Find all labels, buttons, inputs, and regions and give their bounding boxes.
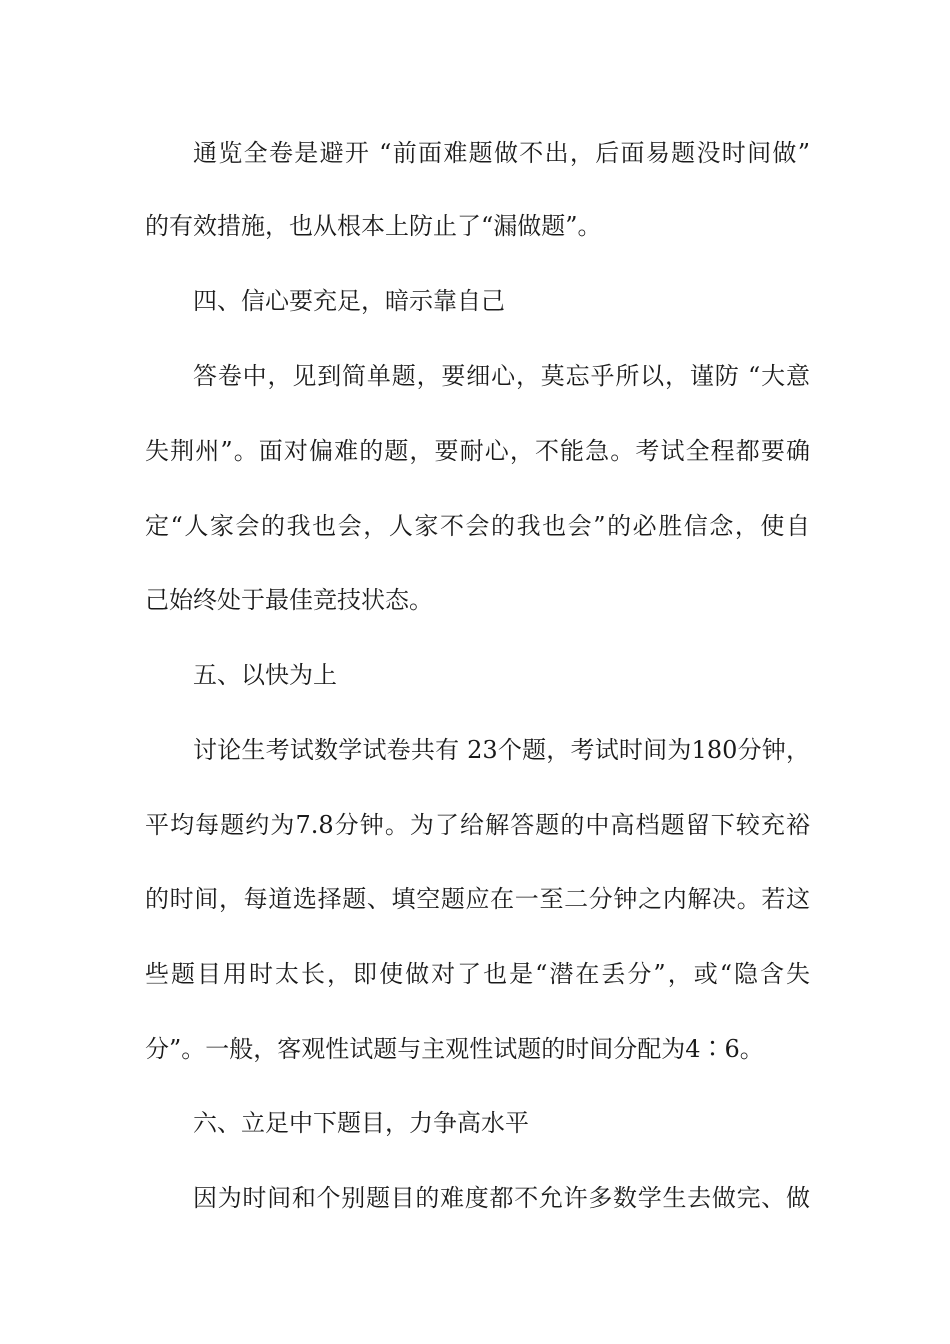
paragraph-line: 讨论生考试数学试卷共有 23个题，考试时间为180分钟， (193, 736, 810, 764)
paragraph-line: 失荆州”。面对偏难的题，要耐心，不能急。考试全程都要确 (145, 437, 810, 465)
section-heading: 五、以快为上 (193, 661, 337, 689)
paragraph-line: 平均每题约为7.8分钟。为了给解答题的中高档题留下较充裕 (145, 811, 810, 839)
paragraph-line: 因为时间和个别题目的难度都不允许多数学生去做完、做 (193, 1184, 810, 1212)
paragraph-line: 些题目用时太长，即使做对了也是“潜在丢分”，或“隐含失 (145, 960, 810, 988)
section-heading: 六、立足中下题目，力争高水平 (193, 1109, 529, 1137)
paragraph-line: 的有效措施，也从根本上防止了“漏做题”。 (145, 212, 602, 240)
paragraph-line: 的时间，每道选择题、填空题应在一至二分钟之内解决。若这 (145, 885, 810, 913)
paragraph-line: 答卷中，见到简单题，要细心，莫忘乎所以，谨防 “大意 (193, 362, 810, 390)
paragraph-line: 定“人家会的我也会，人家不会的我也会”的必胜信念，使自 (145, 512, 810, 540)
paragraph-line: 分”。一般，客观性试题与主观性试题的时间分配为4∶6。 (145, 1035, 764, 1063)
paragraph-line: 通览全卷是避开 “前面难题做不出，后面易题没时间做” (193, 139, 810, 167)
paragraph-line: 己始终处于最佳竞技状态。 (145, 586, 433, 614)
section-heading: 四、信心要充足，暗示靠自己 (193, 287, 505, 315)
